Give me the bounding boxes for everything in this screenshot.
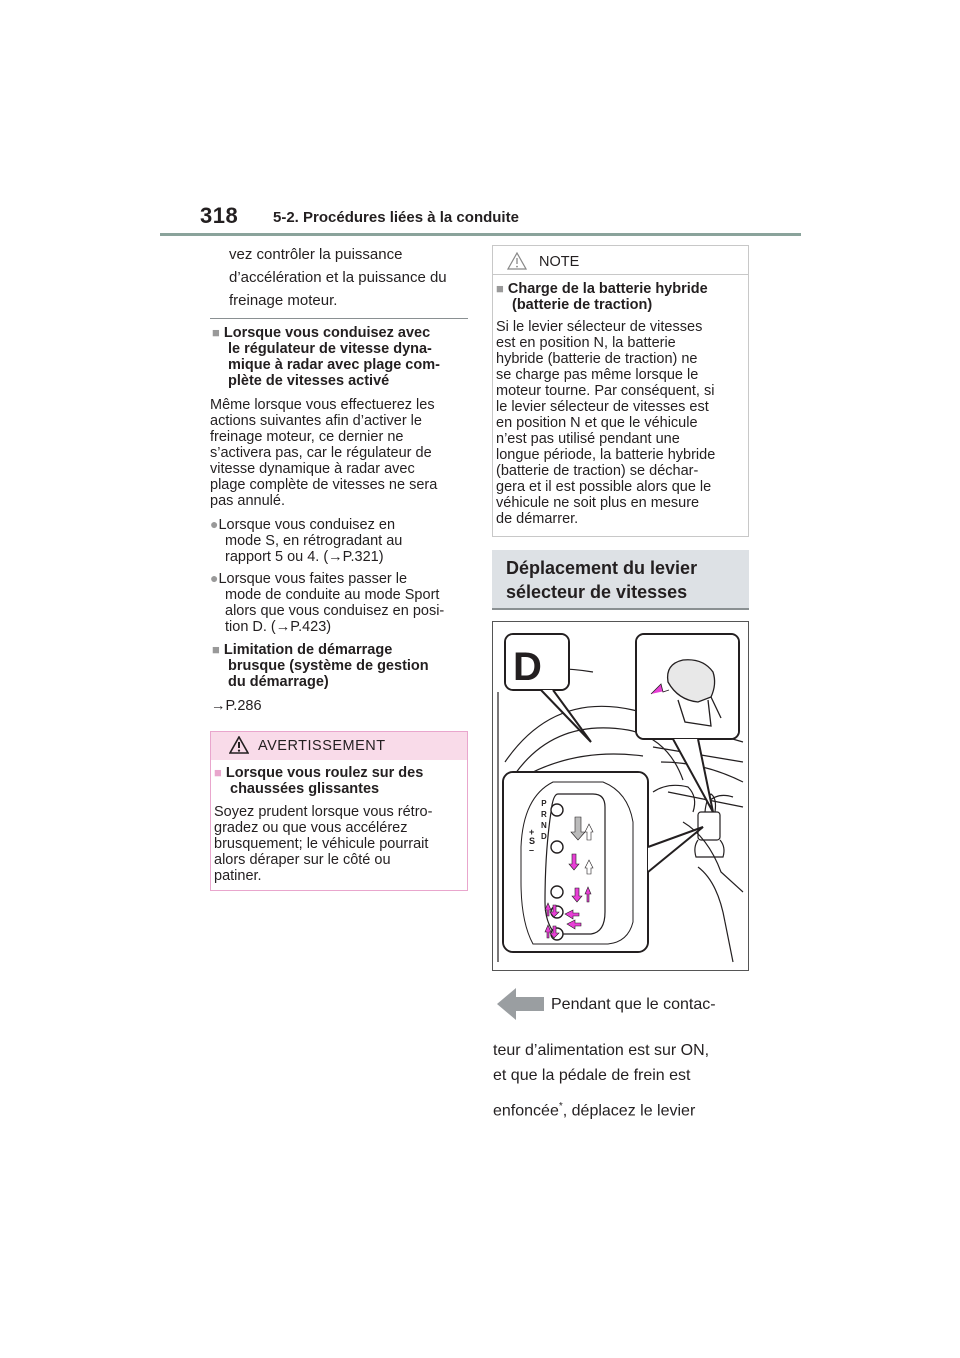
link-p321[interactable]: rapport 5 ou 4. (→P.321) <box>225 549 384 565</box>
square-bullet-icon: ■ <box>496 281 504 296</box>
block1-body: Même lorsque vous effectuerez les actions suivantes afin d’activer le freinage moteur, ce dernier ne s’activera pas, car le régulateur de vitesse dynamique à radar avec plage complète de vitesses ne sera pas annulé. <box>210 397 438 509</box>
note-header <box>493 246 748 275</box>
note-body: Si le levier sélecteur de vitesses est en position N, la batterie hybride (batterie de traction) ne se charge pas même lorsque le moteur tourne. Par conséquent, si le levier sélecteur de vitesses est en position N et que le véhicule n’est pas utilisé pendant une longue période, la batterie hybride (batterie de traction) se déchar- gera et il est possible alors que le véhicule ne soit plus en mesure de démarrer. <box>496 319 716 527</box>
block1-title: ■ Lorsque vous conduisez avec le régulateur de vitesse dyna- mique à radar avec plage com- plète de vitesses activé <box>212 325 440 389</box>
instruction-line1: Pendant que le contac- <box>551 996 716 1013</box>
continuation-text: vez contrôler la puissance d’accélération et la puissance du freinage moteur. <box>229 246 447 309</box>
note-title: ■ Charge de la batterie hybride (batterie de traction) <box>496 281 708 313</box>
sequential-shift-labels: + S – <box>529 827 536 855</box>
note-header-label: NOTE <box>539 254 580 270</box>
header-rule <box>160 233 801 236</box>
link-p423[interactable]: tion D. (→P.423) <box>225 619 332 635</box>
gear-position-labels: P R N D <box>541 799 547 841</box>
bullet-item-mode-s: ●Lorsque vous conduisez en mode S, en rétrogradant au rapport 5 ou 4. (→P.321) <box>210 516 403 565</box>
square-bullet-icon: ■ <box>212 642 220 657</box>
block2-title: ■ Limitation de démarrage brusque (système de gestion du démarrage) <box>212 642 429 690</box>
warning-triangle-icon <box>229 736 249 754</box>
gear-d-callout: D <box>513 645 542 689</box>
warning-title: ■ Lorsque vous roulez sur des chaussées glissantes <box>214 765 424 797</box>
instruction-text: teur d’alimentation est sur ON, et que la pédale de frein est enfoncée*, déplacez le levier <box>493 1042 710 1120</box>
page-number: 318 <box>200 203 239 228</box>
shift-lever-illustration <box>492 621 749 971</box>
bullet-item-sport-mode: ●Lorsque vous faites passer le mode de conduite au mode Sport alors que vous conduisez en posi- tion D. (→P.423) <box>210 570 445 635</box>
dot-bullet-icon: ● <box>210 570 219 586</box>
link-p286[interactable]: →P.286 <box>211 698 262 714</box>
square-bullet-icon: ■ <box>212 325 220 340</box>
warning-header-label: AVERTISSEMENT <box>258 738 386 754</box>
section-heading: Déplacement du levier sélecteur de vitesses <box>506 558 698 602</box>
warning-body: Soyez prudent lorsque vous rétro- gradez ou que vous accélérez brusquement; le véhicule pourrait alors déraper sur le côté ou patiner. <box>214 804 433 884</box>
left-arrow-icon <box>497 985 544 1023</box>
caution-triangle-icon <box>507 252 527 270</box>
square-bullet-icon: ■ <box>214 765 222 780</box>
block-divider <box>210 318 468 319</box>
section-title: 5-2. Procédures liées à la conduite <box>273 209 519 226</box>
dot-bullet-icon: ● <box>210 516 219 532</box>
